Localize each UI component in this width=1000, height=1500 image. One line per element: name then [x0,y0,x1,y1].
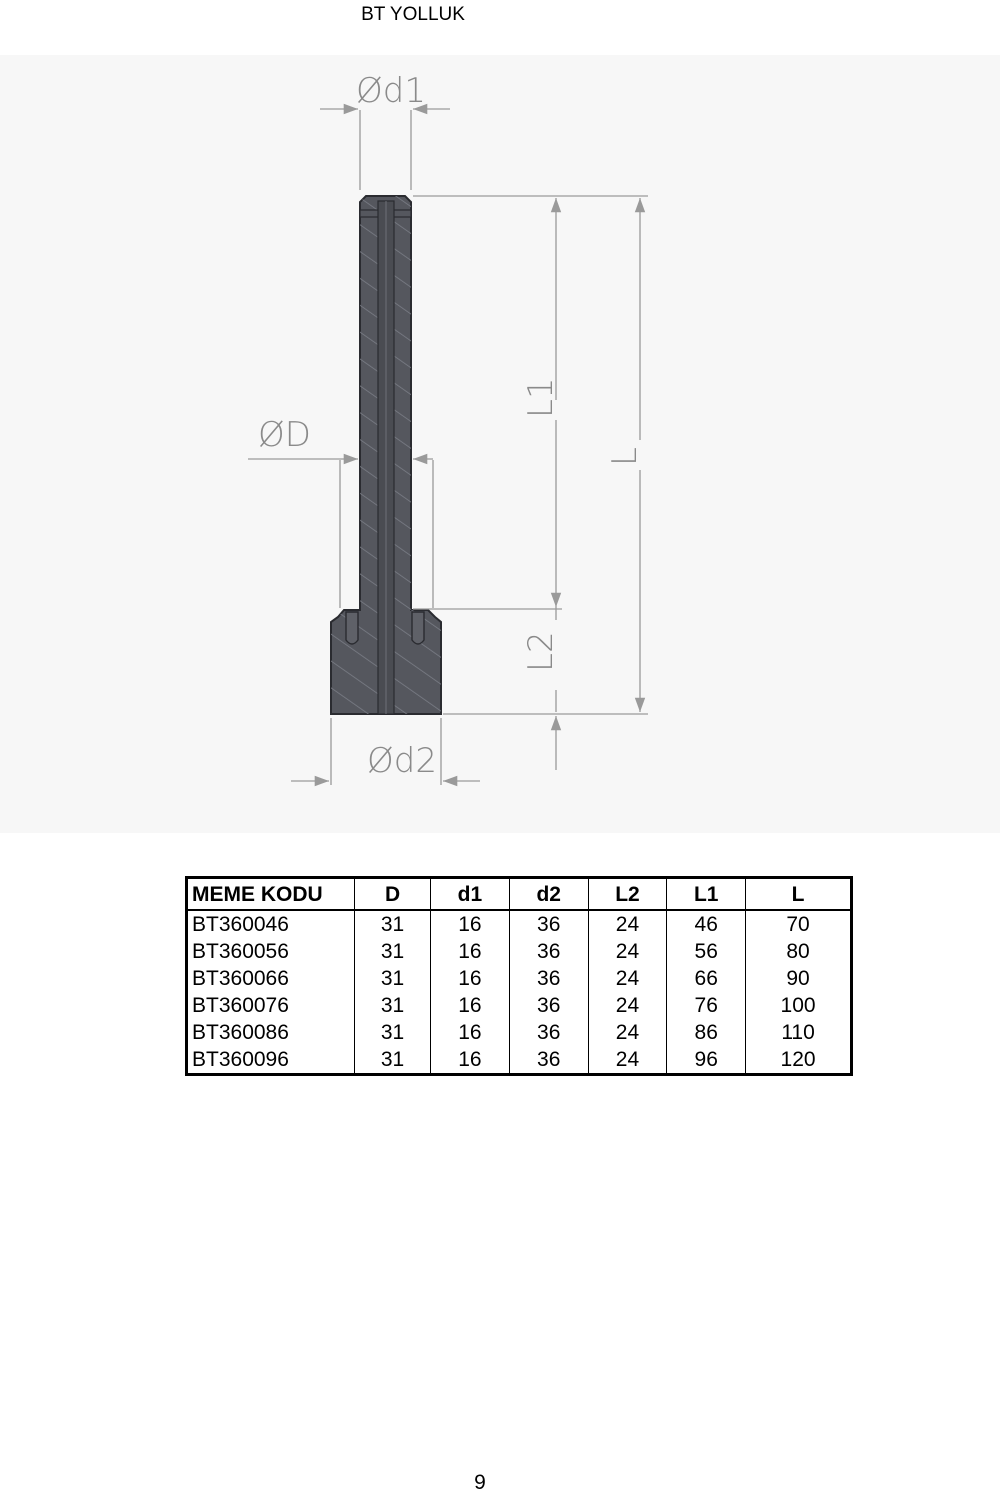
cell-L2: 24 [588,965,667,992]
cell-D: 31 [355,965,431,992]
cell-d2: 36 [509,992,588,1019]
nozzle-section-drawing [0,55,1000,833]
header-D: D [355,878,431,911]
cell-D: 31 [355,910,431,938]
header-meme-kodu: MEME KODU [187,878,355,911]
cell-code: BT360056 [192,940,289,963]
label-D: ØD [258,415,311,455]
cell-d2: 36 [509,965,588,992]
cell-d1: 16 [431,1019,510,1046]
cell-L: 120 [746,1046,852,1075]
nozzle-body [331,196,441,714]
label-d2: Ød2 [367,741,437,781]
cell-D: 31 [355,938,431,965]
table-row [187,910,852,938]
header-L2: L2 [588,878,667,911]
table-header-row [187,878,852,911]
page-number: 9 [474,1471,486,1494]
cell-L2: 24 [588,992,667,1019]
header-d2: d2 [509,878,588,911]
cell-L: 70 [746,910,852,938]
table-row [187,965,852,992]
dimension-labels [258,71,645,781]
cell-D: 31 [355,1019,431,1046]
cell-d2: 36 [509,1019,588,1046]
label-L1: L1 [521,377,561,418]
table-row [187,1046,852,1075]
cell-d2: 36 [509,938,588,965]
cell-D: 31 [355,992,431,1019]
cell-L2: 24 [588,938,667,965]
technical-drawing [0,55,1000,833]
cell-L: 90 [746,965,852,992]
header-L: L [746,878,852,911]
cell-L1: 96 [667,1046,746,1075]
cell-code: BT360076 [192,994,289,1017]
cell-d2: 36 [509,910,588,938]
cell-code: BT360096 [192,1048,289,1071]
cell-L1: 76 [667,992,746,1019]
table-row [187,938,852,965]
cell-L: 100 [746,992,852,1019]
cell-L2: 24 [588,1019,667,1046]
cell-L2: 24 [588,1046,667,1075]
label-L: L [605,447,645,466]
table-row [187,992,852,1019]
cell-L1: 66 [667,965,746,992]
cell-code: BT360086 [192,1021,289,1044]
cell-L2: 24 [588,910,667,938]
header-d1: d1 [431,878,510,911]
nozzle-spec-table [185,876,853,1076]
cell-L1: 56 [667,938,746,965]
page-title: BT YOLLUK [361,4,465,25]
cell-d1: 16 [431,965,510,992]
cell-L1: 86 [667,1019,746,1046]
label-L2: L2 [521,631,561,672]
header-L1: L1 [667,878,746,911]
cell-d1: 16 [431,938,510,965]
cell-d2: 36 [509,1046,588,1075]
cell-d1: 16 [431,992,510,1019]
cell-L: 110 [746,1019,852,1046]
cell-D: 31 [355,1046,431,1075]
label-d1: Ød1 [356,71,426,111]
cell-L: 80 [746,938,852,965]
cell-code: BT360046 [192,913,289,936]
cell-code: BT360066 [192,967,289,990]
table-row [187,1019,852,1046]
cell-d1: 16 [431,910,510,938]
cell-L1: 46 [667,910,746,938]
cell-d1: 16 [431,1046,510,1075]
